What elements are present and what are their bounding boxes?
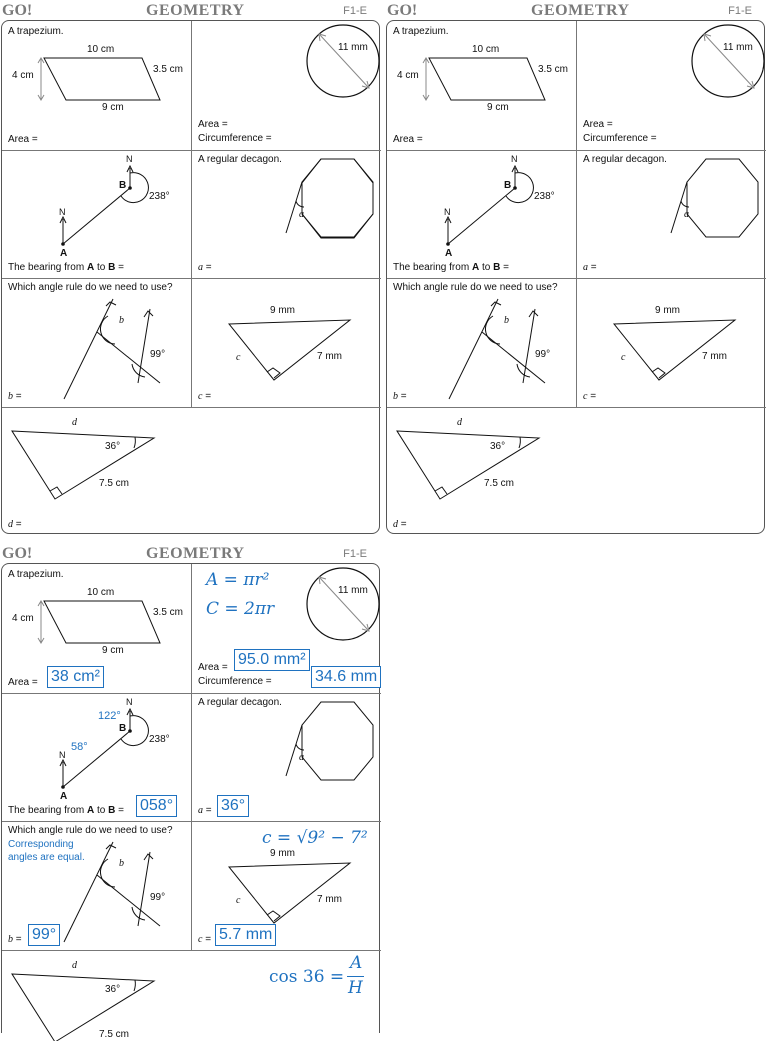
rule-answer-label: b = [8, 934, 22, 945]
rule-annotation-line1: Corresponding [8, 839, 74, 850]
area-answer-label: Area = [8, 134, 38, 145]
sheet-code: F1-E [728, 5, 752, 17]
question-trapezium [2, 21, 191, 150]
question-caption: A regular decagon. [198, 697, 282, 708]
question-decagon [192, 151, 381, 278]
question-pythagoras [577, 279, 766, 407]
point-b-label: B [119, 723, 127, 734]
question-circle [577, 21, 766, 150]
angle-b-label: b [504, 315, 509, 326]
question-trigonometry [2, 408, 381, 535]
bearing-diagram [387, 151, 576, 278]
question-bearing [387, 151, 576, 278]
point-a-label: A [445, 248, 453, 259]
bearing-answer-label: The bearing from A to B = [8, 262, 124, 273]
area-formula: A = πr² [206, 570, 270, 590]
trig-formula-left: cos 36 = [269, 967, 345, 987]
trig-answer-label: d = [8, 519, 22, 530]
north-label-b: N [511, 154, 518, 164]
sheet-header [385, 0, 766, 20]
hypotenuse-label: 9 mm [655, 305, 680, 316]
trig-answer-label: d = [393, 519, 407, 530]
diameter-label: 11 mm [338, 585, 368, 596]
right-triangle-diagram [577, 279, 766, 407]
north-label-a: N [59, 207, 66, 217]
area-label: Area = [198, 662, 228, 673]
question-angle-rule [2, 279, 191, 407]
circle-diagram [577, 21, 766, 150]
trapezium-slant-label: 3.5 cm [153, 607, 184, 618]
question-trigonometry [387, 408, 766, 535]
go-label: GO! [387, 2, 418, 19]
trig-formula-denominator: H [348, 978, 363, 998]
question-caption: A regular decagon. [583, 154, 667, 165]
circumference-label: Circumference = [198, 676, 272, 687]
trig-hyp-label: 7.5 cm [484, 478, 515, 489]
pythagoras-answer-label: c = [198, 934, 212, 945]
question-caption: A regular decagon. [198, 154, 282, 165]
question-decagon [192, 694, 381, 821]
trig-hyp-label: 7.5 cm [99, 1029, 130, 1040]
north-label-a: N [444, 207, 451, 217]
rule-annotation-line2: angles are equal. [8, 852, 85, 863]
trig-angle-label: 36° [105, 441, 121, 452]
pythagoras-answer-label: c = [583, 391, 597, 402]
north-label-b: N [126, 154, 133, 164]
decagon-angle-label: a [684, 209, 689, 220]
bearing-angle-label: 238° [149, 734, 170, 745]
question-caption: Which angle rule do we need to use? [393, 282, 558, 293]
diameter-label: 11 mm [338, 42, 368, 53]
area-answer-label: Area = [8, 677, 38, 688]
question-circle [192, 564, 381, 693]
pythagoras-formula: c = √9² − 7² [262, 828, 368, 848]
rule-answer-label: b = [393, 391, 407, 402]
question-caption: A trapezium. [8, 26, 64, 37]
north-label-a: N [59, 750, 66, 760]
worksheet-blank-right [385, 0, 766, 536]
trig-triangle-diagram [2, 408, 381, 535]
trapezium-top-label: 10 cm [87, 44, 115, 55]
point-a-label: A [60, 248, 68, 259]
worksheet-answers [0, 543, 381, 1040]
go-label: GO! [2, 2, 33, 19]
question-pythagoras [192, 822, 381, 950]
decagon-answer-label: a = [198, 805, 212, 816]
trapezium-height-label: 4 cm [12, 613, 34, 624]
trapezium-slant-label: 3.5 cm [538, 64, 569, 75]
trapezium-height-label: 4 cm [397, 70, 419, 81]
trig-triangle-diagram [387, 408, 766, 535]
question-bearing [2, 694, 191, 821]
point-a-label: A [60, 791, 68, 802]
right-triangle-diagram [192, 279, 381, 407]
angle-rule-answer: 99° [28, 924, 60, 946]
trapezium-top-label: 10 cm [87, 587, 115, 598]
worksheet-blank-left [0, 0, 381, 536]
sheet-code: F1-E [343, 548, 367, 560]
go-label: GO! [2, 545, 33, 562]
angle-b-label: b [119, 315, 124, 326]
area-answer-label: Area = [393, 134, 423, 145]
question-grid [1, 20, 380, 534]
trapezium-top-label: 10 cm [472, 44, 500, 55]
decagon-diagram [192, 151, 381, 278]
angle-b-label: b [119, 858, 124, 869]
sheet-title: GEOMETRY [146, 545, 245, 562]
question-decagon [577, 151, 766, 278]
bearing-answer-label: The bearing from A to B = [393, 262, 509, 273]
point-b-label: B [504, 180, 512, 191]
pythagoras-answer: 5.7 mm [215, 924, 276, 946]
circle-diagram [192, 21, 381, 150]
bearing-answer: 058° [136, 795, 177, 817]
sheet-title: GEOMETRY [146, 2, 245, 19]
side-c-label: c [236, 352, 241, 363]
question-trapezium [387, 21, 576, 150]
trapezium-height-label: 4 cm [12, 70, 34, 81]
sheet-header [0, 543, 381, 563]
circumference-label: Circumference = [583, 133, 657, 144]
pythagoras-answer-label: c = [198, 391, 212, 402]
angle-at-a-annotation: 58° [71, 741, 88, 753]
question-trigonometry [2, 951, 381, 1041]
circumference-label: Circumference = [198, 133, 272, 144]
question-angle-rule [2, 822, 191, 950]
trig-formula-numerator: A [350, 953, 363, 973]
trapezium-bottom-label: 9 cm [102, 102, 124, 113]
question-caption: Which angle rule do we need to use? [8, 282, 173, 293]
question-grid [386, 20, 765, 534]
leg-label: 7 mm [317, 894, 342, 905]
question-caption: A trapezium. [393, 26, 449, 37]
trapezium-diagram [2, 21, 191, 150]
trapezium-slant-label: 3.5 cm [153, 64, 184, 75]
sheet-title: GEOMETRY [531, 2, 630, 19]
bearing-answer-label: The bearing from A to B = [8, 805, 124, 816]
trapezium-bottom-label: 9 cm [487, 102, 509, 113]
rule-answer-label: b = [8, 391, 22, 402]
north-label-b: N [126, 697, 133, 707]
hypotenuse-label: 9 mm [270, 305, 295, 316]
angle-rule-diagram [2, 279, 191, 407]
sheet-header [0, 0, 381, 20]
trapezium-area-answer: 38 cm² [47, 666, 104, 688]
hypotenuse-label: 9 mm [270, 848, 295, 859]
question-angle-rule [387, 279, 576, 407]
decagon-angle-label: a [299, 752, 304, 763]
angle-rule-diagram [387, 279, 576, 407]
question-bearing [2, 151, 191, 278]
trapezium-diagram [387, 21, 576, 150]
question-caption: A trapezium. [8, 569, 64, 580]
circumference-formula: C = 2πr [206, 599, 275, 619]
bearing-diagram [2, 151, 191, 278]
sheet-code: F1-E [343, 5, 367, 17]
side-c-label: c [621, 352, 626, 363]
question-grid [1, 563, 380, 1040]
circle-circumference-answer: 34.6 mm [311, 666, 381, 688]
point-b-label: B [119, 180, 127, 191]
trig-hyp-label: 7.5 cm [99, 478, 130, 489]
decagon-angle-label: a [299, 209, 304, 220]
question-caption: Which angle rule do we need to use? [8, 825, 173, 836]
decagon-answer-label: a = [198, 262, 212, 273]
question-trapezium [2, 564, 191, 693]
diameter-label: 11 mm [723, 42, 753, 53]
known-angle-label: 99° [535, 349, 551, 360]
known-angle-label: 99° [150, 349, 166, 360]
known-angle-label: 99° [150, 892, 166, 903]
leg-label: 7 mm [317, 351, 342, 362]
decagon-answer: 36° [217, 795, 249, 817]
side-d-label: d [457, 417, 462, 428]
decagon-answer-label: a = [583, 262, 597, 273]
question-pythagoras [192, 279, 381, 407]
bearing-angle-label: 238° [149, 191, 170, 202]
side-d-label: d [72, 960, 77, 971]
bearing-angle-label: 238° [534, 191, 555, 202]
trapezium-bottom-label: 9 cm [102, 645, 124, 656]
side-d-label: d [72, 417, 77, 428]
question-circle [192, 21, 381, 150]
trig-angle-label: 36° [105, 984, 121, 995]
side-c-label: c [236, 895, 241, 906]
angle-at-b-annotation: 122° [98, 710, 121, 722]
decagon-diagram [577, 151, 766, 278]
area-label: Area = [198, 119, 228, 130]
leg-label: 7 mm [702, 351, 727, 362]
trig-triangle-diagram [2, 951, 381, 1041]
area-label: Area = [583, 119, 613, 130]
trig-angle-label: 36° [490, 441, 506, 452]
circle-area-answer: 95.0 mm² [234, 649, 310, 671]
